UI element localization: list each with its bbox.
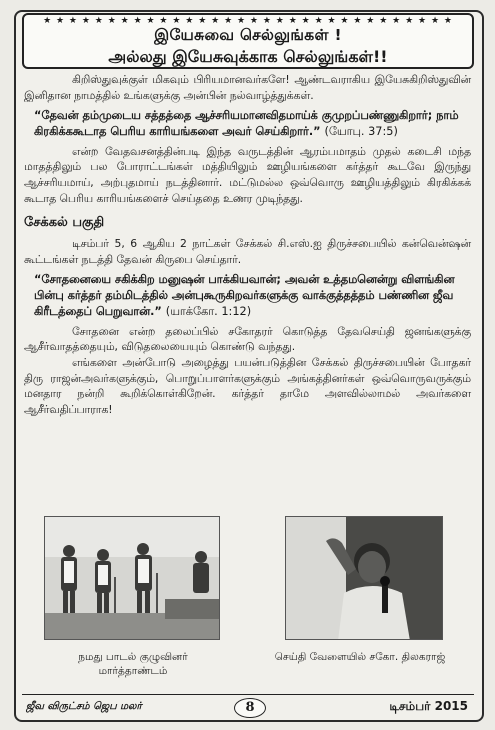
quote-1-reference: (யோபு. 37:5) xyxy=(324,124,398,138)
speaker-photo xyxy=(285,516,443,640)
speaker-photo-caption: செய்தி வேளையில் சகோ. திலகராஜ் xyxy=(274,651,446,663)
paragraph-3: டிசம்பர் 5, 6 ஆகிய 2 நாட்கள் சேக்கல் சி.எஸ்.ஐ திருச்சபையில் கன்வென்ஷன் கூட்டங்கள் நடத்தி தேவன் கிருபை செய்தார். xyxy=(24,237,471,266)
bible-quote-1 xyxy=(24,108,471,140)
choir-photo xyxy=(44,516,220,640)
section-heading: சேக்கல் பகுதி xyxy=(24,215,105,231)
quote-1-text: “தேவன் தம்முடைய சத்தத்தை ஆச்சரியமானவிதமாய்க் குமுறப்பண்ணுகிறார்; நாம் கிரகிக்ககூடாத பெரிய காரியங்களை அவர் செய்கிறார்.” xyxy=(34,109,459,138)
banner-title-line1: இயேசுவை செல்லுங்கள் ! xyxy=(154,26,342,44)
choir-photo-caption xyxy=(52,650,214,678)
choir-caption-line2: மார்த்தாண்டம் xyxy=(98,665,168,677)
bible-quote-2 xyxy=(24,272,471,319)
banner-title-line2: அல்லது இயேசுவுக்காக செல்லுங்கள்!! xyxy=(108,47,388,66)
star-border: ★ ★ ★ ★ ★ ★ ★ ★ ★ ★ ★ ★ ★ ★ ★ ★ ★ ★ ★ ★ ★ ★ ★ ★ ★ ★ ★ ★ ★ ★ ★ ★ xyxy=(43,16,453,26)
quote-2-reference: (யாக்கோ. 1:12) xyxy=(165,304,252,318)
article-body xyxy=(24,72,471,417)
paragraph-2: என்ற வேதவசனத்தின்படி இந்த வருடத்தின் ஆரம்பமாதம் முதல் கடைசி மந்த மாதத்திலும் பல போராட்டங்கள் மத்தியிலும் ஊழியங்களை கர்த்தர் கூடவே இருந்து ஆச்சரியமாய், அற்புதமாய் நடத்தினார். மட்டுமல்ல ஒவ்வொரு ஊழியத்திலும் கிரகிக்கக் கூடாத பெரிய காரியங்களைச் செய்ததை உணர முடிந்தது. xyxy=(24,144,471,205)
quote-2-text: “சோதனையை சகிக்கிற மனுஷன் பாக்கியவான்; அவன் உத்தமனென்று விளங்கின பின்பு கர்த்தர் தம்மிடத்தில் அன்புகூருகிறவர்களுக்கு வாக்குத்தத்தம் பண்ணின ஜீவ கிரீடத்தைப் பெறுவான்.” xyxy=(34,273,455,318)
page-number: 8 xyxy=(234,698,266,718)
choir-caption-line1: நமது பாடல் குழுவினர் xyxy=(78,651,188,663)
paragraph-4: சோதனை என்ற தலைப்பில் சகோதரர் கொடுத்த தேவசெய்தி ஜனங்களுக்கு ஆசீர்வாதத்தையும், விடுதலையையும் கொண்டு வந்தது. xyxy=(24,324,471,354)
title-banner xyxy=(22,13,474,69)
issue-date: டிசம்பர் 2015 xyxy=(389,699,468,713)
paragraph-5: எங்களை அன்போடு அழைத்து பயன்படுத்தின சேக்கல் திருச்சபையின் போதகர் திரு ராஜன்அவர்களுக்கும், பொறுப்பாளர்களுக்கும் அங்கத்தினர்கள் ஒவ்வொருவருக்கும் மனதார நன்றி கூறிக்கொள்கிறேன். கர்த்தர் தாமே அளவில்லாமல் அவர்களை ஆசீர்வதிப்பாராக! xyxy=(24,355,471,416)
publication-name: ஜீவ விருட்சம் ஜெப மலர் xyxy=(26,701,142,712)
page-footer xyxy=(22,694,474,719)
intro-paragraph: கிறிஸ்துவுக்குள் மிகவும் பிரியமானவர்களே! ஆண்டவராகிய இயேசுகிறிஸ்துவின் இனிதான நாமத்தில் உங்களுக்கு அன்பின் நல்வாழ்த்துக்கள். xyxy=(24,73,471,102)
